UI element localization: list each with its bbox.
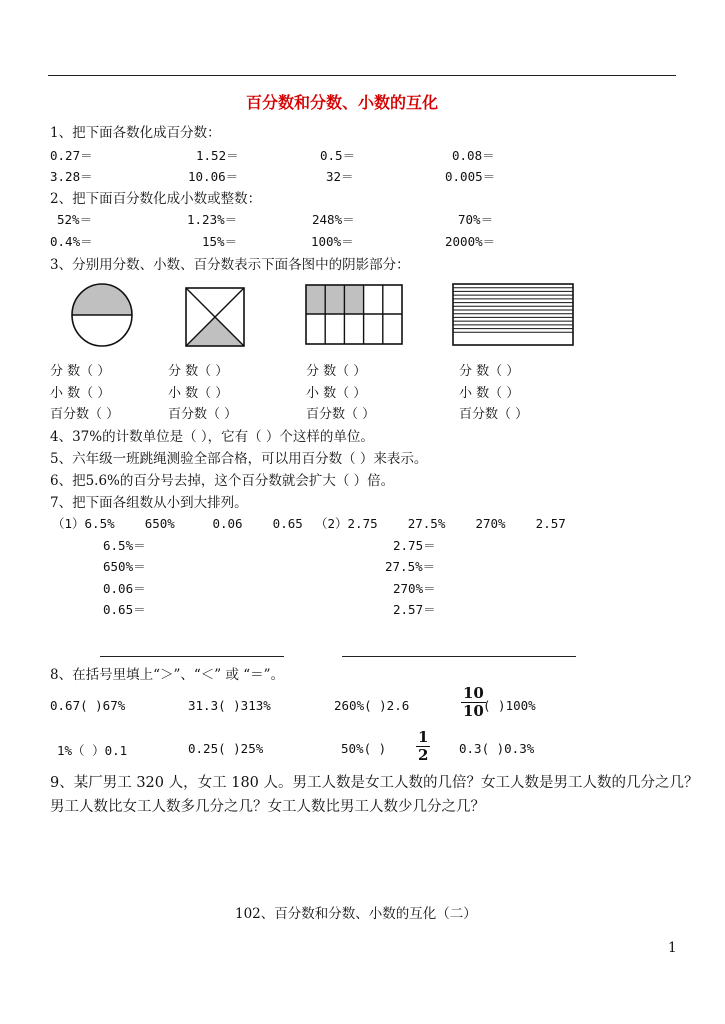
q1-item: 1.52＝ — [196, 148, 239, 163]
q3-decimal-blank[interactable]: 小 数（ ） — [459, 386, 520, 401]
q7-group2-header: （2）2.75 27.5% 270% 2.57 — [315, 516, 566, 531]
q2-label: 2、把下面百分数化成小数或整数： — [50, 191, 262, 207]
q3-percent-blank[interactable]: 百分数（ ） — [168, 407, 238, 422]
q1-item: 32＝ — [326, 169, 354, 184]
q3-decimal-blank[interactable]: 小 数（ ） — [168, 386, 229, 401]
q3-fraction-blank[interactable]: 分 数（ ） — [50, 364, 111, 379]
q7-group2-item: 270%＝ — [393, 581, 436, 596]
figure-half-circle — [70, 282, 134, 348]
q8-fraction-1-2 — [416, 730, 430, 763]
q7-group2-item: 2.75＝ — [393, 538, 436, 553]
q2-item: 15%＝ — [202, 234, 238, 249]
q7-group1-item: 6.5%＝ — [103, 538, 146, 553]
q3-percent-blank[interactable]: 百分数（ ） — [50, 407, 120, 422]
q7-group1-header: （1）6.5% 650% 0.06 0.65 — [52, 516, 303, 531]
q1-item: 0.08＝ — [452, 148, 495, 163]
q8-item: 0.67( )67% — [50, 698, 126, 713]
fraction-numerator: 1 — [418, 728, 429, 746]
q6-text: 6、把5.6%的百分号去掉，这个百分数就会扩大（ ）倍。 — [50, 473, 395, 489]
q2-item: 70%＝ — [458, 212, 494, 227]
q7-answer-line — [100, 656, 284, 657]
q8-item: 260%( )2.6 — [334, 698, 410, 713]
fraction-numerator: 10 — [463, 684, 484, 702]
q5-text: 5、六年级一班跳绳测验全部合格，可以用百分数（ ）来表示。 — [50, 451, 428, 467]
footer-subtitle: 102、百分数和分数、小数的互化（二） — [235, 906, 477, 922]
q1-item: 0.27＝ — [50, 148, 93, 163]
page-number: 1 — [668, 940, 677, 956]
q2-item: 2000%＝ — [445, 234, 496, 249]
figure-square-diagonals — [184, 286, 246, 348]
fraction-denominator: 10 — [463, 702, 484, 720]
q1-item: 0.005＝ — [445, 169, 496, 184]
q2-item: 1.23%＝ — [187, 212, 238, 227]
figure-striped-rect — [451, 282, 575, 347]
shaded-triangle — [186, 317, 244, 346]
header-rule — [48, 75, 676, 76]
q8-item: 0.25( )25% — [188, 741, 264, 756]
q7-group2-item: 2.57＝ — [393, 602, 436, 617]
q1-label: 1、把下面各数化成百分数： — [50, 125, 221, 141]
q2-item: 248%＝ — [312, 212, 355, 227]
q8-item: 50%( ) — [341, 741, 387, 756]
q1-item: 10.06＝ — [188, 169, 239, 184]
q8-item: 31.3( )313% — [188, 698, 271, 713]
q7-group1-item: 0.06＝ — [103, 581, 146, 596]
q3-fraction-blank[interactable]: 分 数（ ） — [168, 364, 229, 379]
q2-item: 100%＝ — [311, 234, 354, 249]
shaded-half — [72, 284, 132, 315]
q3-fraction-blank[interactable]: 分 数（ ） — [459, 364, 520, 379]
q1-item: 3.28＝ — [50, 169, 93, 184]
q7-answer-line — [342, 656, 576, 657]
shaded-cells — [306, 285, 364, 314]
figure-grid — [304, 283, 404, 347]
q4-text: 4、37%的计数单位是（ ），它有（ ）个这样的单位。 — [50, 429, 374, 445]
q8-item: ( )100% — [483, 698, 536, 713]
q2-item: 0.4%＝ — [50, 234, 93, 249]
q8-item: 0.3( )0.3% — [459, 741, 535, 756]
q8-item: 1%（ ）0.1 — [57, 743, 128, 758]
q3-decimal-blank[interactable]: 小 数（ ） — [306, 386, 367, 401]
q8-label: 8、在括号里填上“＞”、“＜” 或 “＝”。 — [50, 667, 285, 683]
q9-line1: 9、某厂男工 320 人，女工 180 人。男工人数是女工人数的几倍？女工人数是男工人数的几分之几？ — [50, 775, 699, 791]
q3-percent-blank[interactable]: 百分数（ ） — [459, 407, 529, 422]
q9-line2: 男工人数比女工人数多几分之几？女工人数比男工人数少几分之几？ — [50, 799, 485, 815]
q3-label: 3、分别用分数、小数、百分数表示下面各图中的阴影部分： — [50, 257, 410, 273]
fraction-denominator: 2 — [418, 746, 429, 764]
q7-group1-item: 650%＝ — [103, 559, 146, 574]
q3-percent-blank[interactable]: 百分数（ ） — [306, 407, 376, 422]
q7-group1-item: 0.65＝ — [103, 602, 146, 617]
page-title: 百分数和分数、小数的互化 — [246, 93, 439, 112]
q1-item: 0.5＝ — [320, 148, 356, 163]
q7-label: 7、把下面各组数从小到大排列。 — [50, 495, 248, 511]
q3-decimal-blank[interactable]: 小 数（ ） — [50, 386, 111, 401]
q2-item: 52%＝ — [57, 212, 93, 227]
q7-group2-item: 27.5%＝ — [385, 559, 436, 574]
q3-fraction-blank[interactable]: 分 数（ ） — [306, 364, 367, 379]
